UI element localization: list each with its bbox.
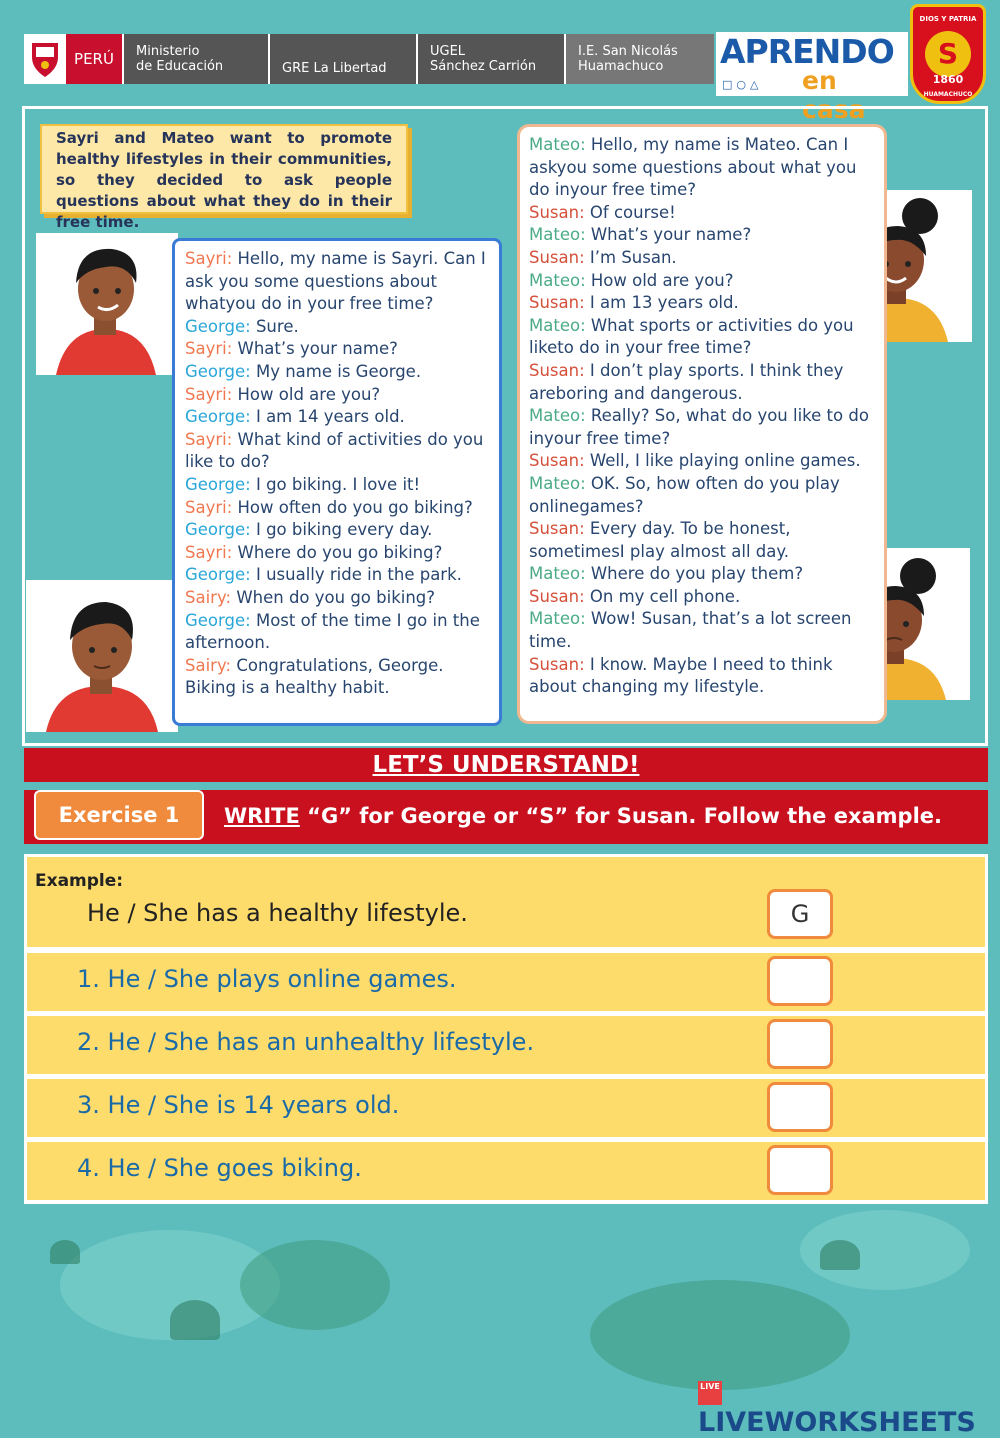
dialogue-text: What sports or activities do you liketo do in your free time? bbox=[529, 315, 854, 358]
dialogue-line bbox=[529, 315, 876, 360]
speaker-name: George: bbox=[185, 610, 251, 630]
dialogue-text: Hello, my name is Mateo. Can I askyou some questions about what you do inyour free time? bbox=[529, 135, 857, 200]
speaker-name: Susan: bbox=[529, 202, 585, 222]
aprendo-title: APRENDO bbox=[720, 32, 894, 71]
speaker-name: Sayri: bbox=[185, 542, 233, 562]
answer-input[interactable] bbox=[767, 1019, 833, 1069]
dialogue-text: Wow! Susan, that’s a lot screen time. bbox=[529, 609, 852, 652]
speaker-name: George: bbox=[185, 474, 251, 494]
dialogue-line bbox=[529, 473, 876, 518]
badge-year: 1860 bbox=[932, 73, 964, 86]
dialogue-line bbox=[185, 655, 491, 700]
dialogue-text: How often do you go biking? bbox=[232, 497, 473, 517]
dialogue-text: OK. So, how often do you play onlinegames? bbox=[529, 473, 840, 516]
dialogue-line bbox=[185, 497, 491, 520]
dialogue-text: Most of the time I go in the afternoon. bbox=[185, 610, 480, 653]
gre-label: GRE La Libertad bbox=[270, 34, 418, 84]
speaker-name: Mateo: bbox=[529, 609, 586, 629]
instruction-verb: WRITE bbox=[224, 804, 300, 828]
exercise-row bbox=[27, 953, 985, 1011]
ugel-label: UGEL Sánchez Carrión bbox=[418, 34, 566, 84]
speaker-name: Susan: bbox=[529, 360, 585, 380]
dialogue-line bbox=[185, 587, 491, 610]
speaker-name: Sayri: bbox=[185, 249, 233, 268]
dialogue-text: Hello, my name is Sayri. Can I ask you some questions about whatyou do in your free time? bbox=[185, 249, 486, 314]
exercise-row bbox=[27, 1142, 985, 1200]
speaker-name: George: bbox=[185, 361, 251, 381]
speaker-name: Mateo: bbox=[529, 225, 586, 245]
dialogue-line bbox=[185, 542, 491, 565]
dialogue-line bbox=[529, 586, 876, 609]
exercise-row bbox=[27, 1079, 985, 1137]
answer-input[interactable] bbox=[767, 1145, 833, 1195]
aprendo-en-casa-logo bbox=[716, 32, 908, 124]
dialogue-text: What’s your name? bbox=[232, 339, 398, 359]
dialogue-text: I know. Maybe I need to think about changing my lifestyle. bbox=[529, 654, 833, 697]
speaker-name: George: bbox=[185, 520, 251, 540]
dialogue-text: I’m Susan. bbox=[584, 247, 677, 267]
dialogue-text: What’s your name? bbox=[585, 225, 752, 245]
dialogue-line bbox=[529, 360, 876, 405]
shapes-icon: □○△ bbox=[722, 78, 763, 91]
background-shape bbox=[240, 1240, 390, 1330]
speaker-name: Sayri: bbox=[185, 339, 233, 359]
live-mark-icon: LIVE bbox=[698, 1381, 722, 1405]
speaker-name: Mateo: bbox=[529, 473, 586, 493]
dialogue-text: Congratulations, George. Biking is a healthy habit. bbox=[185, 655, 444, 698]
instruction-text: “G” for George or “S” for Susan. Follow the example. bbox=[299, 804, 943, 828]
exercise-sentence: 2. He / She has an unhealthy lifestyle. bbox=[77, 1028, 535, 1056]
exercise-header bbox=[24, 790, 988, 844]
dialogue-line bbox=[185, 406, 491, 429]
speaker-name: Mateo: bbox=[529, 135, 586, 154]
dialogue-text: Well, I like playing online games. bbox=[584, 451, 861, 471]
dialogue-text: How old are you? bbox=[585, 270, 734, 290]
example-answer-box: G bbox=[767, 889, 833, 939]
dialogue-text: How old are you? bbox=[232, 384, 381, 404]
dialogue-line bbox=[529, 134, 876, 202]
dialogue-text: When do you go biking? bbox=[231, 587, 436, 607]
speaker-name: George: bbox=[185, 316, 251, 336]
speaker-name: Mateo: bbox=[529, 270, 586, 290]
dialogue-line bbox=[529, 224, 876, 247]
peru-crest-icon bbox=[24, 34, 66, 84]
dialogue-line bbox=[529, 563, 876, 586]
example-row bbox=[27, 857, 985, 947]
george-avatar-icon bbox=[36, 233, 178, 375]
dialogue-line bbox=[185, 248, 491, 316]
dialogue-line bbox=[185, 338, 491, 361]
dialogue-text: I go biking every day. bbox=[250, 520, 433, 540]
speaker-name: Susan: bbox=[529, 586, 585, 606]
dialogue-text: I don’t play sports. I think they areboring and dangerous. bbox=[529, 360, 844, 403]
dialogue-text: I am 13 years old. bbox=[584, 293, 739, 313]
dialogue-text: Every day. To be honest, sometimesI play almost all day. bbox=[529, 519, 791, 561]
dialogue-line bbox=[529, 292, 876, 315]
speaker-name: Sayri: bbox=[185, 429, 233, 449]
dialogue-text: Really? So, what do you like to do inyour free time? bbox=[529, 406, 869, 448]
dialogue-line bbox=[185, 361, 491, 384]
dialogue-text: Of course! bbox=[584, 202, 676, 222]
dialogue-text: I go biking. I love it! bbox=[250, 474, 421, 494]
grass-decoration bbox=[170, 1300, 220, 1340]
dialogue-line bbox=[529, 450, 876, 473]
background-shape bbox=[590, 1280, 850, 1390]
speaker-name: Susan: bbox=[529, 451, 585, 471]
answer-input[interactable] bbox=[767, 1082, 833, 1132]
speaker-name: Sayri: bbox=[185, 384, 233, 404]
section-title: LET’S UNDERSTAND! bbox=[24, 748, 988, 782]
dialogue-text: Where do you play them? bbox=[585, 564, 804, 584]
dialogue-line bbox=[185, 610, 491, 655]
dialogue-text: I am 14 years old. bbox=[250, 407, 405, 427]
exercise-1-label: Exercise 1 bbox=[34, 790, 204, 840]
dialogue-line bbox=[185, 564, 491, 587]
aprendo-subtitle: en casa bbox=[802, 66, 866, 124]
speaker-name: Sayri: bbox=[185, 497, 233, 517]
speaker-name: Susan: bbox=[529, 293, 585, 313]
dialogue-line bbox=[185, 384, 491, 407]
dialogue-line bbox=[185, 519, 491, 542]
exercise-sentence: 4. He / She goes biking. bbox=[77, 1154, 362, 1182]
dialogue-line bbox=[185, 429, 491, 474]
answer-input[interactable] bbox=[767, 956, 833, 1006]
dialogue-text: What kind of activities do you like to do? bbox=[185, 429, 484, 472]
dialogue-line bbox=[529, 518, 876, 563]
speaker-name: Susan: bbox=[529, 519, 585, 539]
speaker-name: Mateo: bbox=[529, 406, 586, 426]
exercise-instructions bbox=[224, 804, 942, 828]
dialogue-line bbox=[185, 316, 491, 339]
dialogue-line bbox=[529, 202, 876, 225]
dialogue-text: On my cell phone. bbox=[584, 586, 741, 606]
speaker-name: Sairy: bbox=[185, 655, 232, 675]
grass-decoration bbox=[820, 1240, 860, 1270]
george-avatar-2-icon bbox=[26, 580, 178, 732]
dialogue-text: Where do you go biking? bbox=[232, 542, 443, 562]
dialogue-text: My name is George. bbox=[250, 361, 422, 381]
dialogue-line bbox=[185, 474, 491, 497]
speaker-name: Susan: bbox=[529, 654, 585, 674]
ministry-label: Ministerio de Educación bbox=[124, 34, 270, 84]
exercise-sentence: 3. He / She is 14 years old. bbox=[77, 1091, 400, 1119]
school-label: I.E. San Nicolás Huamachuco bbox=[566, 34, 714, 84]
dialogue-line bbox=[529, 270, 876, 293]
dialogue-text: Sure. bbox=[250, 316, 299, 336]
badge-emblem-icon: S bbox=[925, 31, 971, 77]
exercise-sentence: 1. He / She plays online games. bbox=[77, 965, 457, 993]
example-label: Example: bbox=[35, 871, 124, 891]
speaker-name: George: bbox=[185, 407, 251, 427]
peru-label: PERÚ bbox=[66, 34, 124, 84]
dialogue-line bbox=[529, 247, 876, 270]
speaker-name: Sairy: bbox=[185, 587, 232, 607]
liveworksheets-brand: LIVEWORKSHEETS bbox=[698, 1407, 976, 1438]
school-badge-logo bbox=[910, 4, 986, 104]
dialogue-mateo-susan bbox=[517, 124, 887, 724]
liveworksheets-logo[interactable] bbox=[698, 1376, 1000, 1438]
dialogue-line bbox=[529, 405, 876, 450]
exercise-table bbox=[24, 854, 988, 1204]
speaker-name: Mateo: bbox=[529, 564, 586, 584]
intro-text: Sayri and Mateo want to promote healthy lifestyles in their communities, so they decided to ask people questions about what they do in their free time. bbox=[40, 124, 408, 214]
dialogue-line bbox=[529, 654, 876, 699]
dialogue-sayri-george bbox=[172, 238, 502, 726]
speaker-name: Mateo: bbox=[529, 315, 586, 335]
speaker-name: George: bbox=[185, 565, 251, 585]
header-banner bbox=[24, 34, 714, 84]
exercise-row bbox=[27, 1016, 985, 1074]
dialogue-text: I usually ride in the park. bbox=[250, 565, 462, 585]
badge-motto: DIOS Y PATRIA bbox=[919, 15, 977, 23]
example-sentence: He / She has a healthy lifestyle. bbox=[87, 899, 468, 927]
badge-city: HUAMACHUCO bbox=[923, 91, 973, 98]
speaker-name: Susan: bbox=[529, 247, 585, 267]
dialogue-line bbox=[529, 608, 876, 653]
grass-decoration bbox=[50, 1240, 80, 1264]
